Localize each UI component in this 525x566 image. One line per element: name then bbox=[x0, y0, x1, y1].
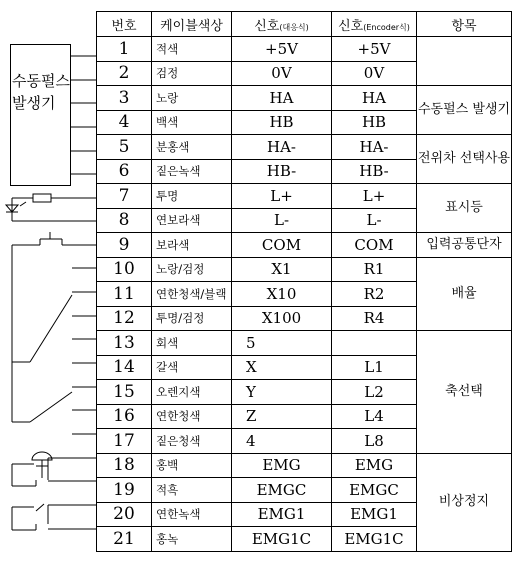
signal-resp: Y bbox=[232, 380, 332, 405]
pin-number: 18 bbox=[97, 453, 152, 478]
table-row bbox=[97, 331, 512, 356]
signal-encoder: L- bbox=[332, 208, 417, 233]
signal-resp: X1 bbox=[232, 257, 332, 282]
cable-color: 검정 bbox=[152, 61, 232, 86]
pin-number: 19 bbox=[97, 478, 152, 503]
signal-resp: EMG bbox=[232, 453, 332, 478]
cable-color: 홍녹 bbox=[152, 527, 232, 552]
manual-pulse-generator-box bbox=[10, 44, 71, 186]
pin-number: 2 bbox=[97, 61, 152, 86]
cable-color: 연한녹색 bbox=[152, 502, 232, 527]
signal-encoder: EMG bbox=[332, 453, 417, 478]
signal-encoder bbox=[332, 331, 417, 356]
signal-resp: Z bbox=[232, 404, 332, 429]
signal-encoder: L+ bbox=[332, 184, 417, 209]
table-row bbox=[97, 184, 512, 209]
signal-resp: HB- bbox=[232, 159, 332, 184]
table-row bbox=[97, 257, 512, 282]
signal-resp: HA bbox=[232, 86, 332, 111]
cable-color: 적색 bbox=[152, 37, 232, 62]
item-group: 축선택 bbox=[417, 331, 512, 454]
cable-color: 적흑 bbox=[152, 478, 232, 503]
item-group: 전위차 선택사용 bbox=[417, 135, 512, 184]
pin-number: 21 bbox=[97, 527, 152, 552]
signal-resp: X bbox=[232, 355, 332, 380]
signal-encoder: HA bbox=[332, 86, 417, 111]
signal-encoder: EMG1C bbox=[332, 527, 417, 552]
pin-number: 15 bbox=[97, 380, 152, 405]
header-cable-color: 케이블색상 bbox=[152, 12, 232, 37]
header-signal-resp: 신호(대응식) bbox=[232, 12, 332, 37]
cable-color: 짙은청색 bbox=[152, 429, 232, 454]
cable-color: 연한청색 bbox=[152, 404, 232, 429]
signal-encoder: L1 bbox=[332, 355, 417, 380]
cable-color: 홍백 bbox=[152, 453, 232, 478]
pinout-table bbox=[96, 11, 512, 552]
pin-number: 16 bbox=[97, 404, 152, 429]
pin-number: 14 bbox=[97, 355, 152, 380]
pin-number: 1 bbox=[97, 37, 152, 62]
cable-color: 보라색 bbox=[152, 233, 232, 258]
signal-resp: +5V bbox=[232, 37, 332, 62]
signal-resp: X10 bbox=[232, 282, 332, 307]
pin-number: 8 bbox=[97, 208, 152, 233]
pin-number: 20 bbox=[97, 502, 152, 527]
pin-number: 12 bbox=[97, 306, 152, 331]
cable-color: 회색 bbox=[152, 331, 232, 356]
item-group: 표시등 bbox=[417, 184, 512, 233]
signal-encoder: 0V bbox=[332, 61, 417, 86]
cable-color: 짙은녹색 bbox=[152, 159, 232, 184]
pin-number: 9 bbox=[97, 233, 152, 258]
item-group: 배율 bbox=[417, 257, 512, 331]
table-row bbox=[97, 233, 512, 258]
signal-resp: EMG1C bbox=[232, 527, 332, 552]
pin-number: 5 bbox=[97, 135, 152, 160]
pin-number: 7 bbox=[97, 184, 152, 209]
pin-number: 10 bbox=[97, 257, 152, 282]
signal-encoder: HB- bbox=[332, 159, 417, 184]
signal-resp: 0V bbox=[232, 61, 332, 86]
signal-resp: COM bbox=[232, 233, 332, 258]
signal-encoder: EMGC bbox=[332, 478, 417, 503]
signal-encoder: R2 bbox=[332, 282, 417, 307]
table-row bbox=[97, 37, 512, 62]
signal-encoder: L4 bbox=[332, 404, 417, 429]
manual-pulse-generator-label: 수동펄스발생기 bbox=[12, 72, 70, 112]
cable-color: 연보라색 bbox=[152, 208, 232, 233]
signal-resp: X100 bbox=[232, 306, 332, 331]
signal-encoder: COM bbox=[332, 233, 417, 258]
pin-number: 13 bbox=[97, 331, 152, 356]
signal-resp: HA- bbox=[232, 135, 332, 160]
item-group: 수동펄스 발생기 bbox=[417, 86, 512, 135]
cable-color: 노랑 bbox=[152, 86, 232, 111]
signal-encoder: EMG1 bbox=[332, 502, 417, 527]
signal-encoder: HB bbox=[332, 110, 417, 135]
item-group bbox=[417, 37, 512, 86]
signal-resp: L+ bbox=[232, 184, 332, 209]
manual-pulse-wires bbox=[71, 56, 96, 174]
emergency-stop-symbol bbox=[12, 452, 96, 530]
item-group: 입력공통단자 bbox=[417, 233, 512, 258]
cable-color: 오렌지색 bbox=[152, 380, 232, 405]
signal-encoder: R4 bbox=[332, 306, 417, 331]
signal-encoder: HA- bbox=[332, 135, 417, 160]
cable-color: 투명 bbox=[152, 184, 232, 209]
signal-resp: HB bbox=[232, 110, 332, 135]
cable-color: 분홍색 bbox=[152, 135, 232, 160]
pin-number: 6 bbox=[97, 159, 152, 184]
cable-color: 투명/검정 bbox=[152, 306, 232, 331]
signal-encoder: L2 bbox=[332, 380, 417, 405]
cable-color: 연한청색/블랙 bbox=[152, 282, 232, 307]
signal-resp: 5 bbox=[232, 331, 332, 356]
header-signal-encoder: 신호(Encoder식) bbox=[332, 12, 417, 37]
pin-number: 4 bbox=[97, 110, 152, 135]
signal-resp: 4 bbox=[232, 429, 332, 454]
signal-encoder: +5V bbox=[332, 37, 417, 62]
pin-number: 3 bbox=[97, 86, 152, 111]
pin-number: 17 bbox=[97, 429, 152, 454]
table-row bbox=[97, 135, 512, 160]
signal-encoder: R1 bbox=[332, 257, 417, 282]
table-row bbox=[97, 86, 512, 111]
cable-color: 노랑/검정 bbox=[152, 257, 232, 282]
item-group: 비상정지 bbox=[417, 453, 512, 551]
signal-encoder: L8 bbox=[332, 429, 417, 454]
header-no: 번호 bbox=[97, 12, 152, 37]
common-switch-symbol bbox=[12, 232, 96, 434]
cable-color: 갈색 bbox=[152, 355, 232, 380]
signal-resp: L- bbox=[232, 208, 332, 233]
signal-resp: EMGC bbox=[232, 478, 332, 503]
cable-color: 백색 bbox=[152, 110, 232, 135]
table-header-row bbox=[97, 12, 512, 37]
table-row bbox=[97, 453, 512, 478]
pin-number: 11 bbox=[97, 282, 152, 307]
signal-resp: EMG1 bbox=[232, 502, 332, 527]
indicator-lamp-symbol bbox=[6, 194, 96, 221]
header-item: 항목 bbox=[417, 12, 512, 37]
